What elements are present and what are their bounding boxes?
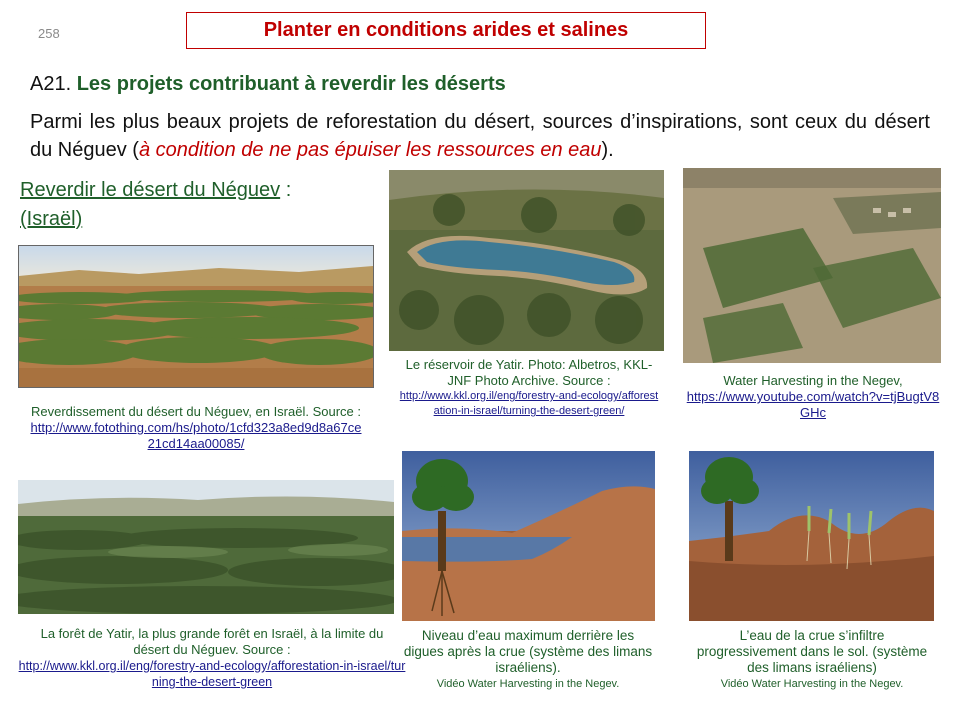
negev-orchard-source-link[interactable]: http://www.fotothing.com/hs/photo/1cfd323a8ed9d8a67ce21cd14aa00085/ <box>30 420 362 451</box>
flood-infiltration-caption <box>688 628 936 692</box>
flood-infiltration-video-note: Vidéo Water Harvesting in the Negev. <box>720 678 904 690</box>
intro-paragraph <box>30 108 930 164</box>
negev-orchard-photo <box>18 245 374 388</box>
water-harvesting-caption <box>686 373 940 421</box>
water-harvesting-source-link[interactable]: https://www.youtube.com/watch?v=tjBugtV8GHc <box>686 389 940 420</box>
yatir-forest-source-link[interactable]: http://www.kkl.org.il/eng/forestry-and-ecology/afforestation-in-israel/turning-the-desert-green <box>18 659 406 689</box>
subheading-line2: (Israël) <box>20 208 83 230</box>
yatir-reservoir-source-link[interactable]: http://www.kkl.org.il/eng/forestry-and-ecology/afforestation-in-israel/turning-the-desert-green/ <box>399 390 659 417</box>
yatir-reservoir-photo <box>389 170 664 351</box>
flood-max-caption <box>402 628 654 692</box>
flood-infiltration-caption-text: L’eau de la crue s’infiltre progressivement dans le sol. (système des limans israéliens) <box>696 628 928 675</box>
intro-warning: à condition de ne pas épuiser les ressources en eau <box>138 139 602 161</box>
flood-max-caption-text: Niveau d’eau maximum derrière les digues après la crue (système des limans israéliens). <box>403 628 653 675</box>
intro-part2: ). <box>601 139 614 161</box>
yatir-forest-caption-text: La forêt de Yatir, la plus grande forêt en Israël, à la limite du désert du Néguev. Source : <box>40 626 384 657</box>
page-number: 258 <box>38 26 60 41</box>
heading-prefix: A21. <box>30 73 77 95</box>
flood-infiltration-illustration <box>689 451 934 621</box>
yatir-forest-photo <box>18 480 394 614</box>
flood-max-video-note: Vidéo Water Harvesting in the Negev. <box>436 678 620 690</box>
subheading-line1: Reverdir le désert du Néguev <box>20 179 281 201</box>
negev-orchard-caption-text: Reverdissement du désert du Néguev, en Israël. Source : <box>31 404 361 419</box>
title-box <box>186 12 706 49</box>
negev-orchard-caption <box>28 404 364 452</box>
water-harvesting-caption-text: Water Harvesting in the Negev, <box>723 373 903 388</box>
yatir-reservoir-caption-text: Le réservoir de Yatir. Photo: Albetros, KKL-JNF Photo Archive. Source : <box>405 357 653 388</box>
yatir-reservoir-caption <box>398 357 660 419</box>
water-harvesting-photo <box>683 168 941 363</box>
subheading <box>20 176 291 234</box>
subheading-sep: : <box>280 179 292 201</box>
yatir-forest-caption <box>18 626 406 690</box>
heading-text: Les projets contribuant à reverdir les déserts <box>76 73 506 95</box>
flood-max-illustration <box>402 451 655 621</box>
section-heading <box>30 73 506 96</box>
page-title: Planter en conditions arides et salines <box>263 19 629 41</box>
intro-part1: Parmi les plus beaux projets de reforestation du désert, sources d’inspirations, sont ceux du désert du Néguev ( <box>30 111 930 161</box>
